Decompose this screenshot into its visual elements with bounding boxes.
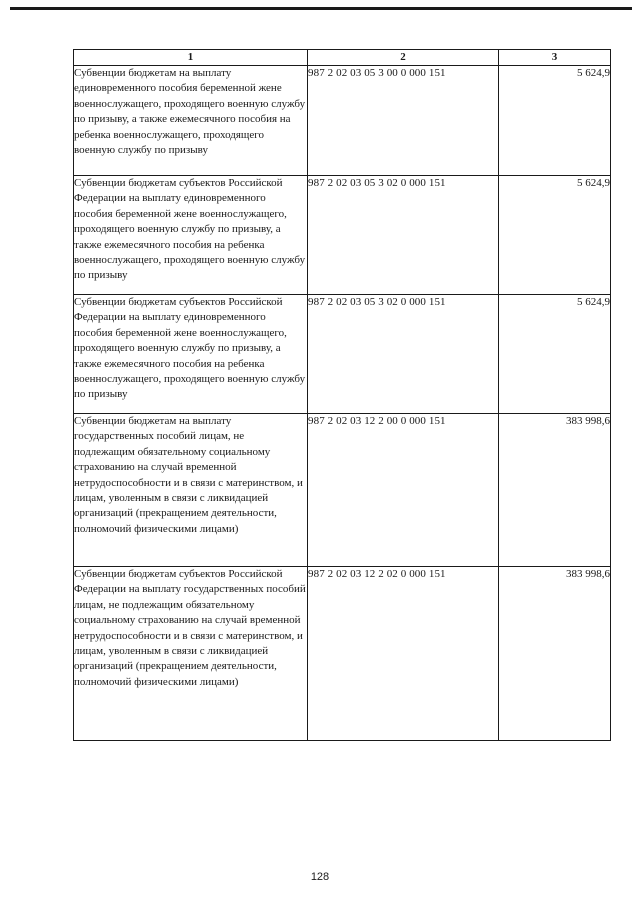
- row-name-cell: Субвенции бюджетам субъектов Российской Федерации на выплату государственных пособий лицам, не подлежащим обязательному социальному страхованию на случай временной нетрудоспособности и в связи с материнством, и лицам, уволенным в связи с ликвидацией организаций (прекращением деятельности, полномочий физическими лицами): [74, 567, 308, 741]
- budget-table: [73, 49, 611, 741]
- table-row: [74, 176, 611, 295]
- table-row: [74, 295, 611, 414]
- row-code-cell: 987 2 02 03 05 3 02 0 000 151: [308, 295, 499, 414]
- row-code-cell: 987 2 02 03 05 3 02 0 000 151: [308, 176, 499, 295]
- top-border-rule: [10, 7, 632, 10]
- row-code-cell: 987 2 02 03 12 2 02 0 000 151: [308, 567, 499, 741]
- row-amount-cell: 5 624,9: [499, 66, 611, 176]
- row-amount-cell: 5 624,9: [499, 295, 611, 414]
- page-number: 128: [310, 871, 330, 883]
- row-amount-cell: 383 998,6: [499, 567, 611, 741]
- row-code-cell: 987 2 02 03 05 3 00 0 000 151: [308, 66, 499, 176]
- table-row: [74, 567, 611, 741]
- row-name-cell: Субвенции бюджетам субъектов Российской Федерации на выплату единовременного пособия беременной жене военнослужащего, проходящего военную службу по призыву, а также ежемесячного пособия на ребенка военнослужащего, проходящего военную службу по призыву: [74, 295, 308, 414]
- row-code-cell: 987 2 02 03 12 2 00 0 000 151: [308, 414, 499, 567]
- row-name-cell: Субвенции бюджетам на выплату единовременного пособия беременной жене военнослужащего, проходящего военную службу по призыву, а также ежемесячного пособия на ребенка военнослужащего, проходящего военную службу по призыву: [74, 66, 308, 176]
- table-row: [74, 414, 611, 567]
- row-amount-cell: 5 624,9: [499, 176, 611, 295]
- table-row: [74, 66, 611, 176]
- row-name-cell: Субвенции бюджетам субъектов Российской Федерации на выплату единовременного пособия беременной жене военнослужащего, проходящего военную службу по призыву, а также ежемесячного пособия на ребенка военнослужащего, проходящего военную службу по призыву: [74, 176, 308, 295]
- column-header-1: 1: [74, 50, 308, 66]
- table-header-row: [74, 50, 611, 66]
- column-header-3: 3: [499, 50, 611, 66]
- column-header-2: 2: [308, 50, 499, 66]
- row-name-cell: Субвенции бюджетам на выплату государственных пособий лицам, не подлежащим обязательному социальному страхованию на случай временной нетрудоспособности и в связи с материнством, и лицам, уволенным в связи с ликвидацией организаций (прекращением деятельности, полномочий физическими лицами): [74, 414, 308, 567]
- row-amount-cell: 383 998,6: [499, 414, 611, 567]
